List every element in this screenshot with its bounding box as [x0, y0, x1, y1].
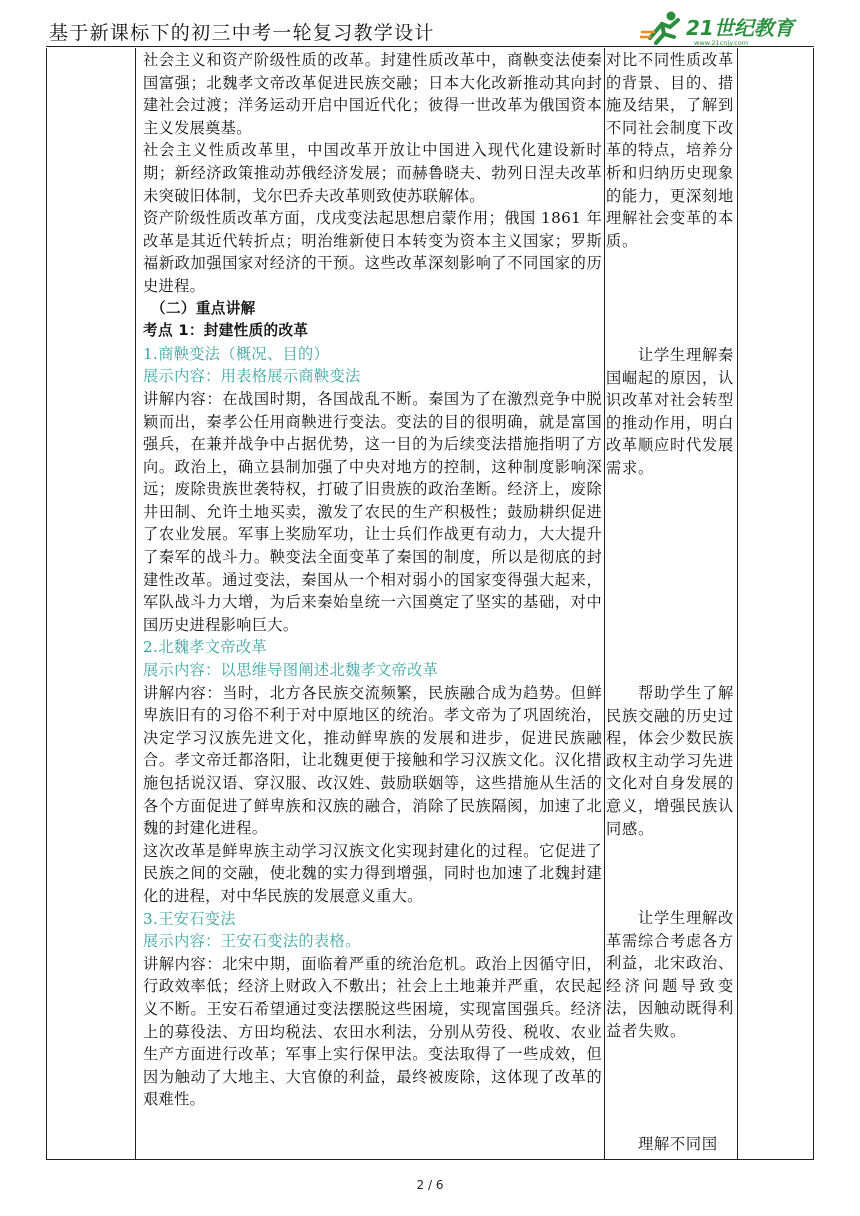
content-paragraph: 讲解内容：当时，北方各民族交流频繁，民族融合成为趋势。但鲜卑族旧有的习俗不利于对中原地区的统治。孝文帝为了巩固统治，决定学习汉族先进文化，推动鲜卑族的发展和进步，促进民族融合。孝文帝迁都洛阳，让北魏更便于接触和学习汉族文化。汉化措施包括说汉语、穿汉服、改汉姓、鼓励联姻等，这些措施从生活的各个方面促进了鲜卑族和汉族的融合，消除了民族隔阂，加速了北魏的封建化进程。 — [143, 683, 602, 838]
display-content-line: 展示内容：王安石变法的表格。 — [143, 932, 361, 951]
design-intent-note: 让学生理解秦国崛起的原因，认识改革对社会转型的推动作用，明白改革顺应时代发展需求。 — [606, 346, 734, 477]
exam-point-heading: 考点 1：封建性质的改革 — [143, 322, 309, 340]
topic-title: 2.北魏孝文帝改革 — [143, 638, 267, 657]
content-paragraph: 资产阶级性质改革方面，戊戌变法起思想启蒙作用；俄国 1861 年改革是其近代转折点；明治维新使日本转变为资本主义国家；罗斯福新政加强国家对经济的干预。这些改革深刻影响了不同国家的历史进程。 — [143, 209, 602, 295]
page-number: 2 / 6 — [416, 1178, 444, 1192]
section-heading: （二）重点讲解 — [151, 299, 256, 317]
logo-url: www.21cnjy.com — [694, 39, 749, 47]
table-column-divider — [135, 48, 136, 1159]
table-column-divider — [737, 48, 738, 1159]
document-header-title: 基于新课标下的初三中考一轮复习教学设计 — [49, 22, 435, 44]
design-intent-note: 理解不同国 — [606, 1135, 718, 1153]
content-paragraph: 社会主义性质改革里，中国改革开放让中国进入现代化建设新时期；新经济政策推动苏俄经济发展；而赫鲁晓夫、勃列日涅夫改革未突破旧体制，戈尔巴乔夫改革则致使苏联解体。 — [143, 141, 602, 205]
display-content-line: 展示内容：用表格展示商鞅变法 — [143, 367, 361, 386]
content-paragraph: 讲解内容：在战国时期，各国战乱不断。秦国为了在激烈竞争中脱颖而出，秦孝公任用商鞅进行变法。变法的目的很明确，就是富国强兵，在兼并战争中占据优势，这一目的为后续变法措施指明了方向。政治上，确立县制加强了中央对地方的控制，这种制度影响深远；废除贵族世袭特权，打破了旧贵族的政治垄断。经济上，废除井田制、允许土地买卖，激发了农民的生产积极性；鼓励耕织促进了农业发展。军事上奖励军功，让士兵们作战更有动力，大大提升了秦军的战斗力。鞅变法全面变革了秦国的制度，所以是彻底的封建性改革。通过变法，秦国从一个相对弱小的国家变得强大起来，军队战斗力大增，为后来秦始皇统一六国奠定了坚实的基础，对中国历史进程影响巨大。 — [143, 389, 602, 634]
content-paragraph: 社会主义和资产阶级性质的改革。封建性质改革中，商鞅变法使秦国富强；北魏孝文帝改革促进民族交融；日本大化改新推动其向封建社会过渡；洋务运动开启中国近代化；彼得一世改革为俄国资本主义发展奠基。 — [143, 51, 602, 137]
teaching-content-column — [143, 49, 602, 1111]
21cnjy-logo — [640, 10, 810, 48]
design-intent-note: 让学生理解改革需综合考虑各方利益，北宋政治、经济问题导致变法，因触动既得利益者失败。 — [606, 909, 734, 1040]
design-intent-note: 对比不同性质改革的背景、目的、措施及结果，了解到不同社会制度下改革的特点，培养分析和归纳历史现象的能力，更深刻地理解社会变革的本质。 — [606, 51, 734, 250]
content-paragraph: 讲解内容：北宋中期，面临着严重的统治危机。政治上因循守旧，行政效率低；经济上财政入不敷出；社会上土地兼并严重，农民起义不断。王安石希望通过变法摆脱这些困境，实现富国强兵。经济上的募役法、方田均税法、农田水利法，分别从劳役、税收、农业生产方面进行改革；军事上实行保甲法。变法取得了一些成效，但因为触动了大地主、大官僚的利益，最终被废除，这体现了改革的艰难性。 — [143, 954, 602, 1109]
runner-icon — [640, 12, 678, 44]
design-intent-note: 帮助学生了解民族交融的历史过程，体会少数民族政权主动学习先进文化对自身发展的意义，增强民族认同感。 — [606, 684, 734, 838]
display-content-line: 展示内容：以思维导图阐述北魏孝文帝改革 — [143, 661, 439, 680]
content-paragraph: 这次改革是鲜卑族主动学习汉族文化实现封建化的过程。它促进了民族之间的交融，使北魏的实力得到增强，同时也加速了北魏封建化的进程，对中华民族的发展意义重大。 — [143, 841, 602, 905]
table-column-divider — [604, 48, 605, 1159]
topic-title: 1.商鞅变法（概况、目的） — [143, 344, 330, 363]
topic-title: 3.王安石变法 — [143, 909, 236, 928]
lesson-plan-table — [46, 48, 814, 1160]
logo-text: 21世纪教育 — [686, 16, 794, 40]
header-divider — [46, 46, 814, 47]
